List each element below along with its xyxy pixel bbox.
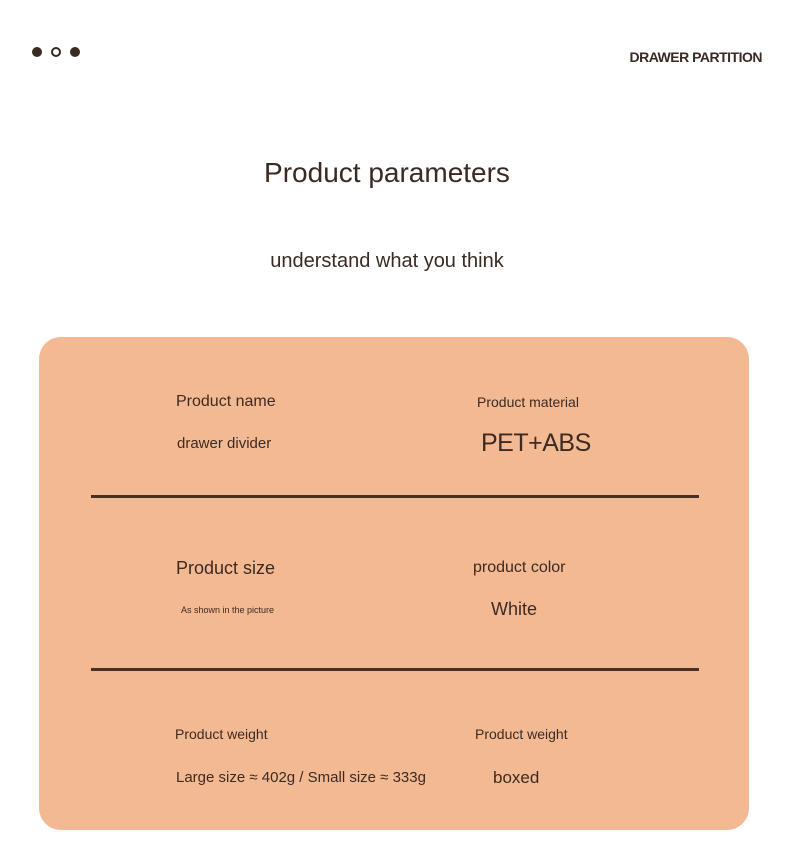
packaging-value: boxed	[493, 768, 540, 787]
product-weight-value: Large size ≈ 402g / Small size ≈ 333g	[176, 769, 426, 786]
dot-filled	[70, 47, 80, 57]
product-color-value: White	[491, 599, 538, 619]
dot-hollow	[51, 47, 61, 57]
dot-filled	[32, 47, 42, 57]
brand-label: DRAWER PARTITION	[629, 49, 762, 65]
product-color-label: product color	[473, 559, 566, 576]
row-divider	[91, 668, 699, 671]
parameters-panel	[39, 337, 749, 830]
product-name-label: Product name	[176, 393, 276, 410]
product-size-label: Product size	[176, 558, 276, 578]
page-subtitle: understand what you think	[270, 250, 504, 272]
product-weight-label: Product weight	[175, 726, 268, 742]
product-material-value: PET+ABS	[481, 429, 591, 457]
product-name-value: drawer divider	[177, 435, 272, 452]
packaging-label: Product weight	[475, 726, 568, 742]
product-size-value: As shown in the picture	[181, 605, 275, 615]
carousel-dots	[32, 47, 80, 57]
row-divider	[91, 495, 699, 498]
page-title: Product parameters	[264, 157, 510, 188]
product-material-label: Product material	[477, 394, 579, 410]
